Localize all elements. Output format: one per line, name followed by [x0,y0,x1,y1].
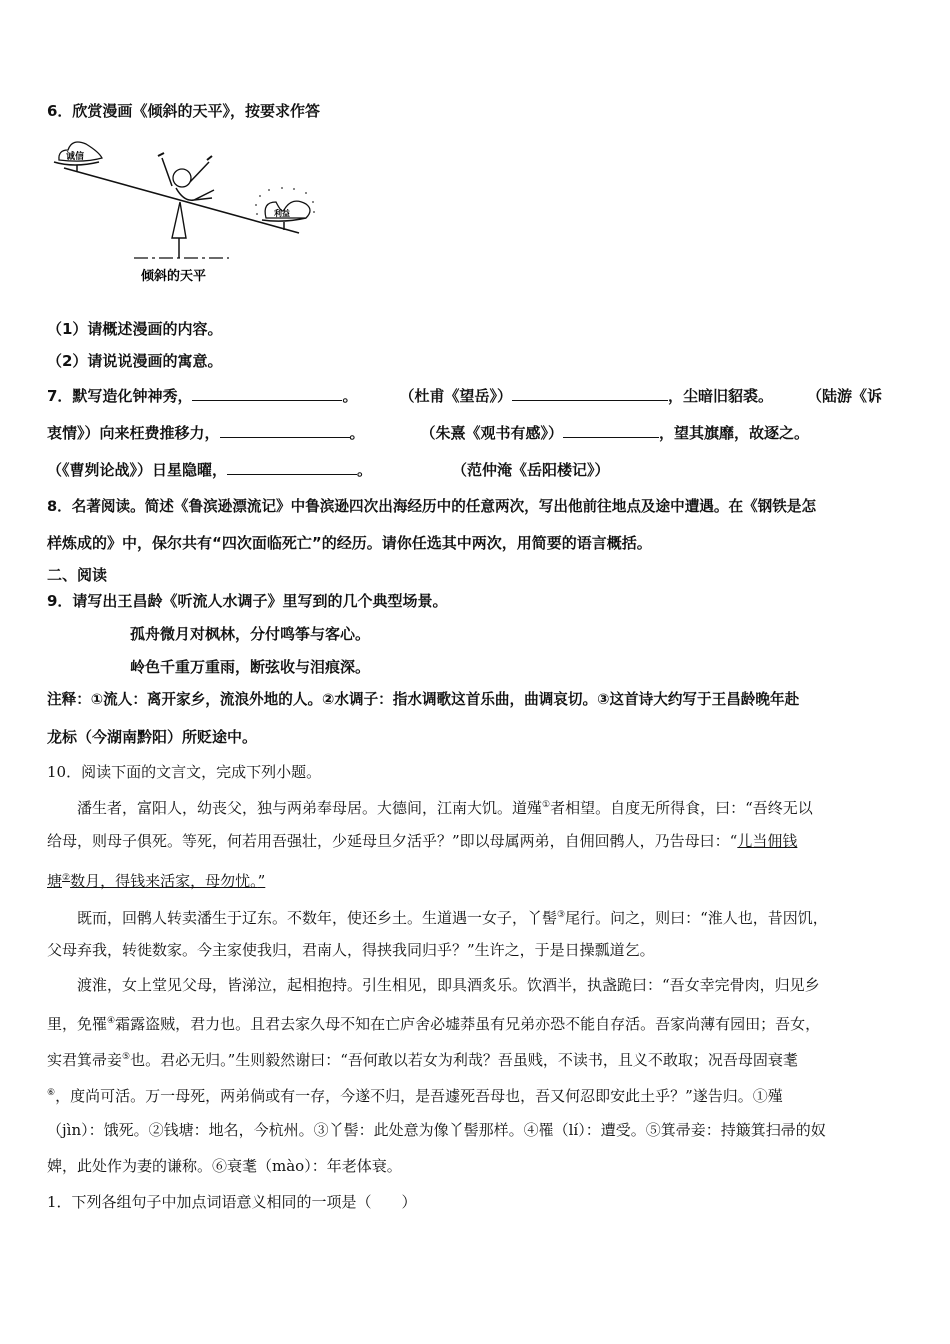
tilted-scale-cartoon-image [44,130,334,290]
passage-p3-line3 [47,1047,798,1070]
fill-blank-1[interactable] [192,386,342,401]
q10-sub1: 1．下列各组句子中加点词语意义相同的一项是（ ） [47,1193,417,1211]
q7-text: ，尘暗旧貂裘。 [667,387,773,405]
q7-text: 。 [342,387,358,405]
q9-note-line1: 注释：①流人：离开家乡，流浪外地的人。②水调子：指水调歌这首乐曲，曲调哀切。③这首诗大约写于王昌龄晚年赴 [47,691,800,708]
passage-p1-line1 [77,795,813,818]
footnote-marker: ⑤ [122,1052,131,1062]
q7-source: （朱熹《观书有感》） [420,424,564,442]
fill-blank-2[interactable] [512,386,668,401]
q7-source: （杜甫《望岳》） [399,387,512,405]
underlined-sentence: 塘 [47,872,63,890]
q6-sub1: （1）请概述漫画的内容。 [47,320,223,338]
q7-text: 衷情》）向来枉费推移力， [47,424,220,442]
q7-text: 7．默写造化钟神秀， [47,387,193,405]
footnote-marker: ⑥ [47,1088,56,1098]
q7-line3 [47,460,610,480]
q7-source: （陆游《诉 [807,387,883,405]
q7-text: 。 [349,424,365,442]
passage-p3-line4 [47,1083,783,1106]
section-heading-reading: 二、阅读 [47,566,108,584]
fill-blank-4[interactable] [563,423,659,438]
passage-p3-line1: 渡淮，女上堂见父母，皆涕泣，起相抱持。引生相见，即具酒炙乐。饮酒半，执盏跪曰：“吾女幸完骨肉，归见乡 [77,976,820,994]
passage-p2-line1 [77,905,828,928]
q6-sub2: （2）请说说漫画的寓意。 [47,352,223,370]
passage-text: 既而，回鹘人转卖潘生于辽东。不数年，使还乡土。生道遇一女子，丫髻 [77,909,558,927]
fill-blank-3[interactable] [220,423,350,438]
q8-line1: 8．名著阅读。简述《鲁滨逊漂流记》中鲁滨逊四次出海经历中的任意两次，写出他前往地点及途中遭遇。在《钢铁是怎 [47,498,817,515]
passage-text: 里，免罹 [47,1015,108,1033]
footnote-marker: ① [542,800,551,810]
passage-text: 实君箕帚妾 [47,1051,123,1069]
passage-text: 者相望。自度无所得食，曰：“吾终无以 [550,799,813,817]
passage-notes-line1: （jìn）：饿死。②钱塘：地名，今杭州。③丫髻：此处意为像丫髻那样。④罹（lí）：遭受。⑤箕帚妾：持簸箕扫帚的奴 [47,1121,826,1139]
passage-p1-line2 [47,831,797,851]
q9-note-line2: 龙标（今湖南黔阳）所贬途中。 [47,728,258,746]
q7-source: （范仲淹《岳阳楼记》） [452,461,610,479]
left-pan-label: 诚信 [66,152,85,162]
q6-title: 6．欣赏漫画《倾斜的天平》，按要求作答 [47,102,320,120]
q7-text: （《曹刿论战》）日星隐曜， [47,461,228,479]
right-pan-label: 利益 [274,209,290,218]
q7-text: ，望其旗靡，故逐之。 [659,424,810,442]
passage-text: ，度尚可活。万一母死，两弟倘或有一存，今遂不归，是吾遽死吾母也，吾又何忍即安此土乎？”遂告归。①殣 [55,1087,783,1105]
poem-line-2: 岭色千重万重雨，断弦收与泪痕深。 [130,658,371,676]
passage-p1-line3 [47,868,265,891]
footnote-marker: ② [62,873,71,883]
q7-line2 [47,423,809,443]
passage-text: 霜露盗贼，君力也。且君去家久母不知在亡庐舍必墟莽虽有兄弟亦恐不能自存活。吾家尚薄有园田；吾女， [115,1015,821,1033]
q8-line2: 样炼成的》中，保尔共有“四次面临死亡”的经历。请你任选其中两次，用简要的语言概括。 [47,534,652,552]
passage-p3-line2 [47,1011,820,1034]
fill-blank-5[interactable] [227,460,357,475]
footnote-marker: ③ [557,910,566,920]
cartoon-caption: 倾斜的天平 [141,269,207,284]
passage-text: 也。君必无归。”生则毅然谢曰：“吾何敢以若女为利哉？吾虽贱，不读书，且义不敢取；况吾母固衰耄 [130,1051,798,1069]
footnote-marker: ④ [107,1016,116,1026]
passage-text: 潘生者，富阳人，幼丧父，独与两弟奉母居。大德间，江南大饥。道殣 [77,799,543,817]
underlined-sentence: 数月，得钱来活家，母勿忧。 [70,872,258,890]
passage-text: 给母，则母子俱死。等死，何若用吾强壮，少延母旦夕活乎？”即以母属两弟，自佣回鹘人，乃告母曰：“ [47,832,738,850]
q9-title: 9．请写出王昌龄《听流人水调子》里写到的几个典型场景。 [47,592,448,610]
poem-line-1: 孤舟微月对枫林，分付鸣筝与客心。 [130,625,371,643]
passage-p2-line2: 父母弃我，转徙数家。今主家使我归，君南人，得挟我同归乎？”生许之，于是日操瓢道乞。 [47,941,655,959]
passage-text: 尾行。问之，则曰：“淮人也，昔因饥， [565,909,828,927]
passage-text: ” [257,872,266,890]
underlined-sentence: 儿当佣钱 [737,832,798,850]
passage-notes-line2: 婢，此处作为妻的谦称。⑥衰耄（mào）：年老体衰。 [47,1157,402,1175]
q7-text: 。 [357,461,373,479]
q7-line1 [47,386,882,406]
q10-title: 10．阅读下面的文言文，完成下列小题。 [47,763,322,781]
